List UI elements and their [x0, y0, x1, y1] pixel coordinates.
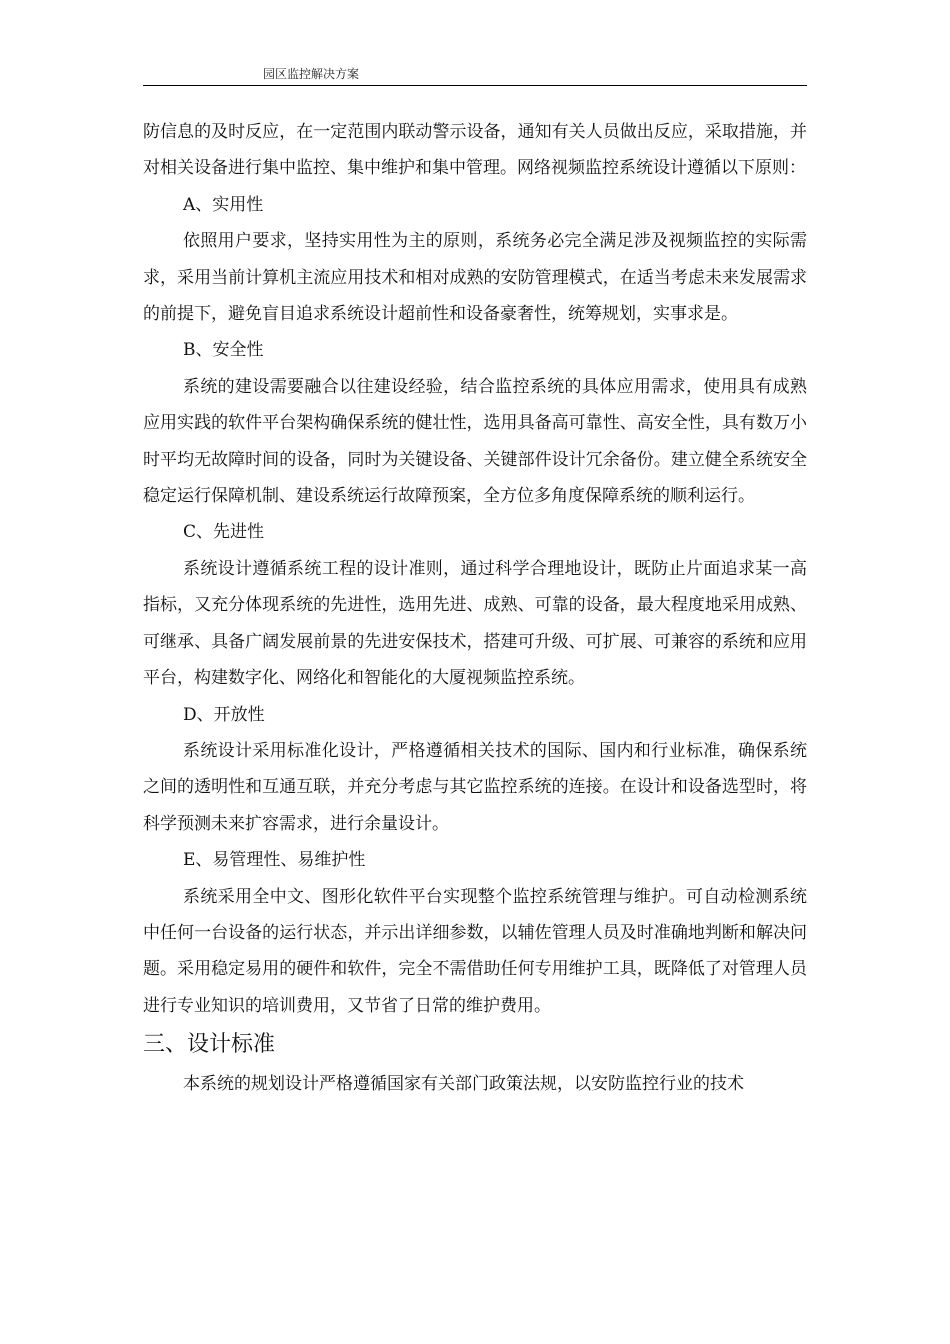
- header-title: 园区监控解决方案: [263, 67, 360, 81]
- principle-c-title: C、先进性: [183, 522, 265, 543]
- principle-a-text: 依照用户要求，坚持实用性为主的原则，系统务必完全满足涉及视频监控的实际需求，采用当前计算机主流应用技术和相对成熟的安防管理模式，在适当考虑未来发展需求的前提下，避免盲目追求系统设计超前性和设备豪奢性，统筹规划，实事求是。: [143, 231, 807, 325]
- principle-d-title: D、开放性: [183, 704, 265, 725]
- principle-b-text: 系统的建设需要融合以往建设经验，结合监控系统的具体应用需求，使用具有成熟应用实践的软件平台架构确保系统的健壮性，选用具备高可靠性、高安全性，具有数万小时平均无故障时间的设备，同时为关键设备、关键部件设计冗余备份。建立健全系统安全稳定运行保障机制、建设系统运行故障预案，全方位多角度保障系统的顺利运行。: [143, 376, 807, 507]
- page-body: [143, 114, 807, 1103]
- page-header: [143, 66, 807, 86]
- principle-e-title: E、易管理性、易维护性: [183, 850, 366, 871]
- section-three-heading: 三、设计标准: [143, 1032, 276, 1058]
- section-three-text: 本系统的规划设计严格遵循国家有关部门政策法规，以安防监控行业的技术: [183, 1074, 744, 1095]
- principle-a-title: A、实用性: [183, 194, 264, 215]
- intro-paragraph: 防信息的及时反应，在一定范围内联动警示设备，通知有关人员做出反应，采取措施，并对相关设备进行集中监控、集中维护和集中管理。网络视频监控系统设计遵循以下原则：: [143, 122, 807, 179]
- principle-c-text: 系统设计遵循系统工程的设计准则，通过科学合理地设计，既防止片面追求某一高指标，又充分体现系统的先进性，选用先进、成熟、可靠的设备，最大程度地采用成熟、可继承、具备广阔发展前景的先进安保技术，搭建可升级、可扩展、可兼容的系统和应用平台，构建数字化、网络化和智能化的大厦视频监控系统。: [143, 558, 807, 689]
- principle-b-title: B、安全性: [183, 340, 264, 361]
- principle-d-text: 系统设计采用标准化设计，严格遵循相关技术的国际、国内和行业标准，确保系统之间的透明性和互通互联，并充分考虑与其它监控系统的连接。在设计和设备选型时，将科学预测未来扩容需求，进行余量设计。: [143, 740, 807, 834]
- principle-e-text: 系统采用全中文、图形化软件平台实现整个监控系统管理与维护。可自动检测系统中任何一台设备的运行状态，并示出详细参数，以辅佐管理人员及时准确地判断和解决问题。采用稳定易用的硬件和软件，完全不需借助任何专用维护工具，既降低了对管理人员进行专业知识的培训费用，又节省了日常的维护费用。: [143, 886, 807, 1016]
